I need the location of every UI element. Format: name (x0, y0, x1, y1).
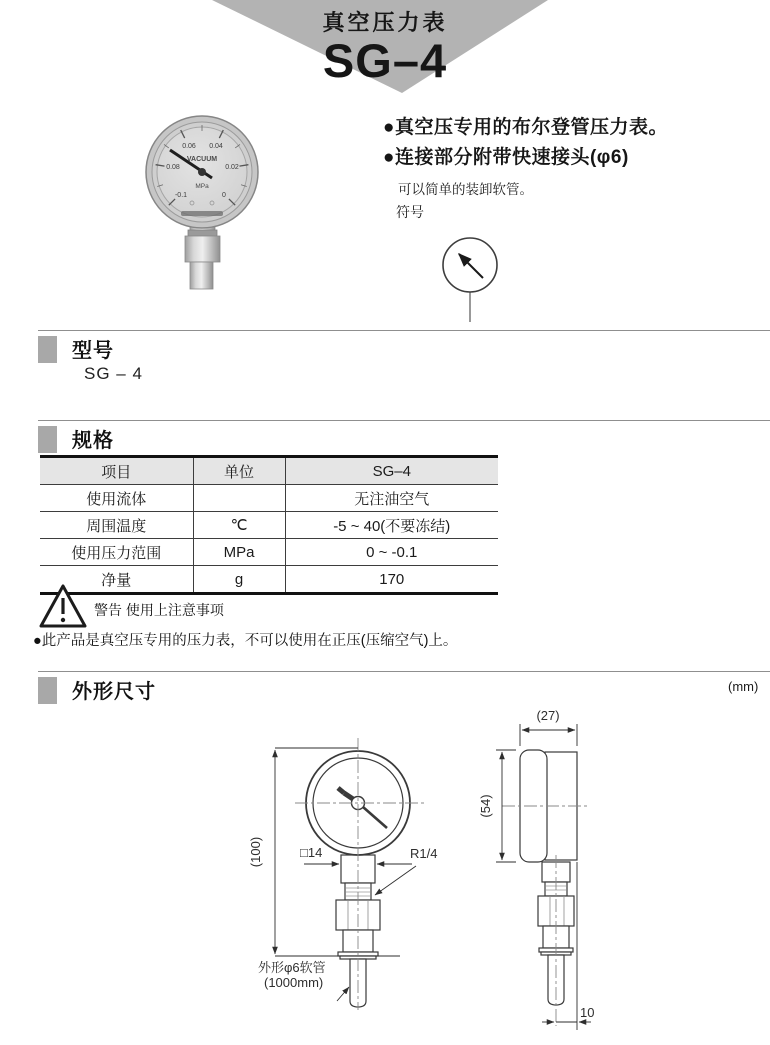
feature-bullet-2: ●连接部分附带快速接头(φ6) (383, 147, 629, 168)
spec-cell: MPa (193, 539, 285, 566)
section-title-dimensions: 外形尺寸 (72, 681, 156, 703)
section-marker-dimensions (38, 677, 57, 704)
spec-cell: ℃ (193, 512, 285, 539)
dim-thread: R1/4 (410, 846, 438, 861)
hose-label-line1: 外形φ6软管 (258, 960, 326, 975)
section-rule-dimensions (38, 671, 770, 672)
spec-cell: 周围温度 (40, 512, 193, 539)
spec-header-item: 项目 (40, 457, 193, 485)
spec-row-fluid (40, 485, 498, 512)
warning-triangle-icon (38, 583, 88, 630)
spec-header-unit: 单位 (193, 457, 285, 485)
dim-square14: □14 (300, 845, 323, 860)
spec-cell: 使用流体 (40, 485, 193, 512)
dial-label-zero: 0 (222, 192, 226, 199)
feature-note: 可以简单的装卸软管。 (398, 182, 533, 197)
spec-row-weight (40, 566, 498, 594)
spec-cell: 无注油空气 (285, 485, 498, 512)
spec-cell: 0 ~ -0.1 (285, 539, 498, 566)
product-photo-gauge (135, 108, 270, 293)
spec-cell: 使用压力范围 (40, 539, 193, 566)
photo-stem-collar (188, 230, 217, 236)
section-rule-specs (38, 420, 770, 421)
dim-side-width: (27) (536, 708, 560, 723)
spec-table (40, 455, 498, 595)
photo-stem-hex (185, 236, 220, 262)
dial-brand-band (181, 211, 223, 216)
dim-side-height: (54) (478, 794, 493, 818)
side-view (520, 750, 577, 1005)
section-rule-model (38, 330, 770, 331)
spec-header-row (40, 457, 498, 485)
section-marker-model (38, 336, 57, 363)
dim-offset-10: 10 (580, 1005, 595, 1020)
photo-stem-tip (190, 262, 213, 289)
dim-front-height: (100) (248, 836, 263, 868)
dimension-unit-note: (mm) (728, 679, 759, 694)
product-model-title: SG–4 (322, 34, 448, 87)
section-title-specs: 规格 (72, 430, 114, 452)
section-title-model: 型号 (72, 340, 114, 362)
spec-cell: g (193, 566, 285, 594)
spec-row-temperature (40, 512, 498, 539)
product-category: 真空压力表 (322, 10, 448, 35)
gauge-symbol (430, 232, 520, 327)
model-value: SG – 4 (84, 364, 143, 383)
spec-cell: 净量 (40, 566, 193, 594)
hose-label-line2: (1000mm) (264, 975, 324, 990)
dimension-drawings (240, 700, 650, 1045)
feature-bullet-1: ●真空压专用的布尔登管压力表。 (383, 117, 668, 138)
spec-row-pressure-range (40, 539, 498, 566)
section-marker-specs (38, 426, 57, 453)
dial-label-004: 0.04 (209, 143, 223, 150)
spec-cell: -5 ~ 40(不要冻结) (285, 512, 498, 539)
warning-note: ●此产品是真空压专用的压力表，不可以使用在正压(压缩空气)上。 (33, 633, 458, 649)
dial-label-min: -0.1 (174, 192, 188, 199)
warning-exclamation-dot (61, 618, 65, 622)
spec-header-model: SG–4 (285, 457, 498, 485)
spec-cell: 170 (285, 566, 498, 594)
dial-label-002: 0.02 (225, 164, 239, 171)
warning-title: 警告 使用上注意事项 (94, 602, 224, 618)
needle-hub (198, 168, 206, 176)
symbol-label: 符号 (396, 204, 424, 220)
dial-label-006: 0.06 (182, 143, 196, 150)
spec-cell (193, 485, 285, 512)
dial-brand-text: VACUUM (186, 156, 218, 163)
dial-unit-text: MPa (195, 183, 209, 190)
dial-label-008: 0.08 (166, 164, 180, 171)
